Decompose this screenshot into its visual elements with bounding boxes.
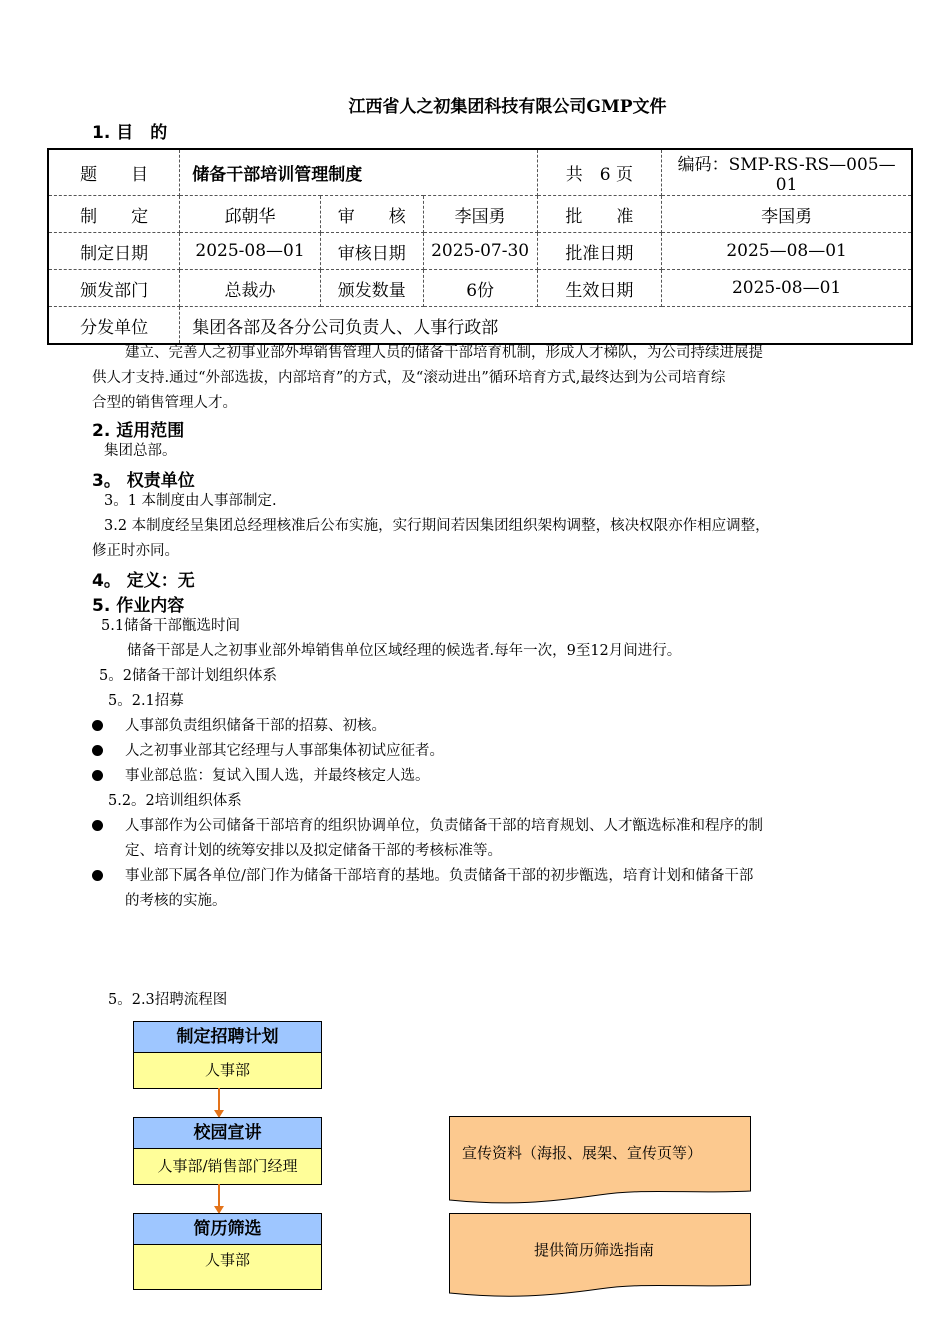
document-info-table bbox=[47, 148, 913, 345]
list-item: 事业部下属各单位/部门作为储备干部培育的基地。负责储备干部的初步甑选，培育计划和储备干部 bbox=[125, 868, 754, 884]
distribution: 集团各部及各分公司负责人、人事行政部 bbox=[192, 317, 499, 338]
author: 邱朝华 bbox=[180, 196, 321, 233]
section-5-2-3: 5。2.3招聘流程图 bbox=[108, 992, 228, 1008]
bullet-icon bbox=[92, 820, 104, 832]
flow-step-owner: 人事部/销售部门经理 bbox=[134, 1149, 321, 1184]
list-item-continuation: 的考核的实施。 bbox=[125, 893, 227, 909]
section-2-heading: 2. 适用范围 bbox=[92, 421, 185, 441]
section-5-2-1: 5。2.1招募 bbox=[108, 693, 184, 709]
flow-step-title: 制定招聘计划 bbox=[134, 1022, 321, 1053]
reviewer: 李国勇 bbox=[423, 196, 537, 233]
flow-step-campus-talk bbox=[133, 1117, 322, 1185]
label-effective-date: 生效日期 bbox=[537, 270, 662, 307]
section-5-2: 5。2储备干部计划组织体系 bbox=[99, 668, 277, 684]
label-issue-qty: 颁发数量 bbox=[320, 270, 423, 307]
page-count: 共 6 页 bbox=[537, 149, 662, 196]
issue-qty: 6份 bbox=[423, 270, 537, 307]
bullet-icon bbox=[92, 770, 104, 782]
purpose-line-2: 供人才支持.通过“外部选拔，内部培育”的方式，及“滚动进出”循环培育方式,最终达到为公司培育综 bbox=[92, 370, 726, 386]
approver: 李国勇 bbox=[662, 196, 912, 233]
section-4-heading: 4。 定义：无 bbox=[92, 571, 195, 591]
label-subject: 题 目 bbox=[48, 149, 180, 196]
flow-step-plan bbox=[133, 1021, 322, 1089]
section-5-1: 5.1储备干部甑选时间 bbox=[101, 618, 241, 634]
label-author: 制 定 bbox=[48, 196, 180, 233]
approval-date: 2025—08—01 bbox=[662, 233, 912, 270]
list-item: 人事部负责组织储备干部的招募、初核。 bbox=[125, 718, 386, 734]
label-issuing-dept: 颁发部门 bbox=[48, 270, 180, 307]
list-item: 事业部总监：复试入围人选，并最终核定人选。 bbox=[125, 768, 430, 784]
document-code: 编码：SMP-RS-RS—005—01 bbox=[662, 149, 912, 196]
purpose-line-1: 建立、完善人之初事业部外埠销售管理人员的储备干部培育机制，形成人才梯队，为公司持续进展提 bbox=[125, 345, 763, 361]
issuing-dept: 总裁办 bbox=[180, 270, 321, 307]
label-reviewer: 审 核 bbox=[320, 196, 423, 233]
bullet-icon bbox=[92, 720, 104, 732]
label-author-date: 制定日期 bbox=[48, 233, 180, 270]
section-3-2-line-2: 修正时亦同。 bbox=[92, 543, 179, 559]
flow-step-title: 校园宣讲 bbox=[134, 1118, 321, 1149]
review-date: 2025-07-30 bbox=[423, 233, 537, 270]
bullet-icon bbox=[92, 745, 104, 757]
table-row bbox=[48, 307, 912, 345]
section-5-2-2: 5.2。2培训组织体系 bbox=[108, 793, 242, 809]
author-date: 2025-08—01 bbox=[180, 233, 321, 270]
list-item-continuation: 定、培育计划的统筹安排以及拟定储备干部的考核标准等。 bbox=[125, 843, 502, 859]
document-title: 江西省人之初集团科技有限公司GMP文件 bbox=[348, 97, 667, 117]
flow-step-owner: 人事部 bbox=[134, 1245, 321, 1289]
flow-step-owner: 人事部 bbox=[134, 1053, 321, 1088]
table-row bbox=[48, 233, 912, 270]
label-approver: 批 准 bbox=[537, 196, 662, 233]
document-subject: 储备干部培训管理制度 bbox=[180, 149, 537, 196]
table-row bbox=[48, 149, 912, 196]
table-row bbox=[48, 196, 912, 233]
label-review-date: 审核日期 bbox=[320, 233, 423, 270]
section-3-heading: 3。 权责单位 bbox=[92, 471, 195, 491]
section-3-1: 3。1 本制度由人事部制定. bbox=[104, 493, 277, 509]
label-approval-date: 批准日期 bbox=[537, 233, 662, 270]
flow-step-title: 简历筛选 bbox=[134, 1214, 321, 1245]
section-1-heading: 1. 目 的 bbox=[92, 123, 168, 143]
section-5-1-text: 储备干部是人之初事业部外埠销售单位区域经理的候选者.每年一次，9至12月间进行。 bbox=[127, 643, 682, 659]
list-item: 人之初事业部其它经理与人事部集体初试应征者。 bbox=[125, 743, 444, 759]
section-5-heading: 5. 作业内容 bbox=[92, 596, 185, 616]
table-row bbox=[48, 270, 912, 307]
flow-step-resume-screening bbox=[133, 1213, 322, 1290]
label-distribution: 分发单位 bbox=[48, 307, 180, 345]
doc-screening-guide-label: 提供简历筛选指南 bbox=[534, 1241, 655, 1259]
purpose-line-3: 合型的销售管理人才。 bbox=[92, 395, 237, 411]
effective-date: 2025-08—01 bbox=[662, 270, 912, 307]
bullet-icon bbox=[92, 870, 104, 882]
section-3-2-line-1: 3.2 本制度经呈集团总经理核准后公布实施，实行期间若因集团组织架构调整，核决权限亦作相应调整， bbox=[104, 518, 770, 534]
section-2-text: 集团总部。 bbox=[104, 443, 177, 459]
doc-promo-materials-label: 宣传资料（海报、展架、宣传页等） bbox=[462, 1144, 703, 1162]
list-item: 人事部作为公司储备干部培育的组织协调单位，负责储备干部的培育规划、人才甑选标准和程序的制 bbox=[125, 818, 763, 834]
